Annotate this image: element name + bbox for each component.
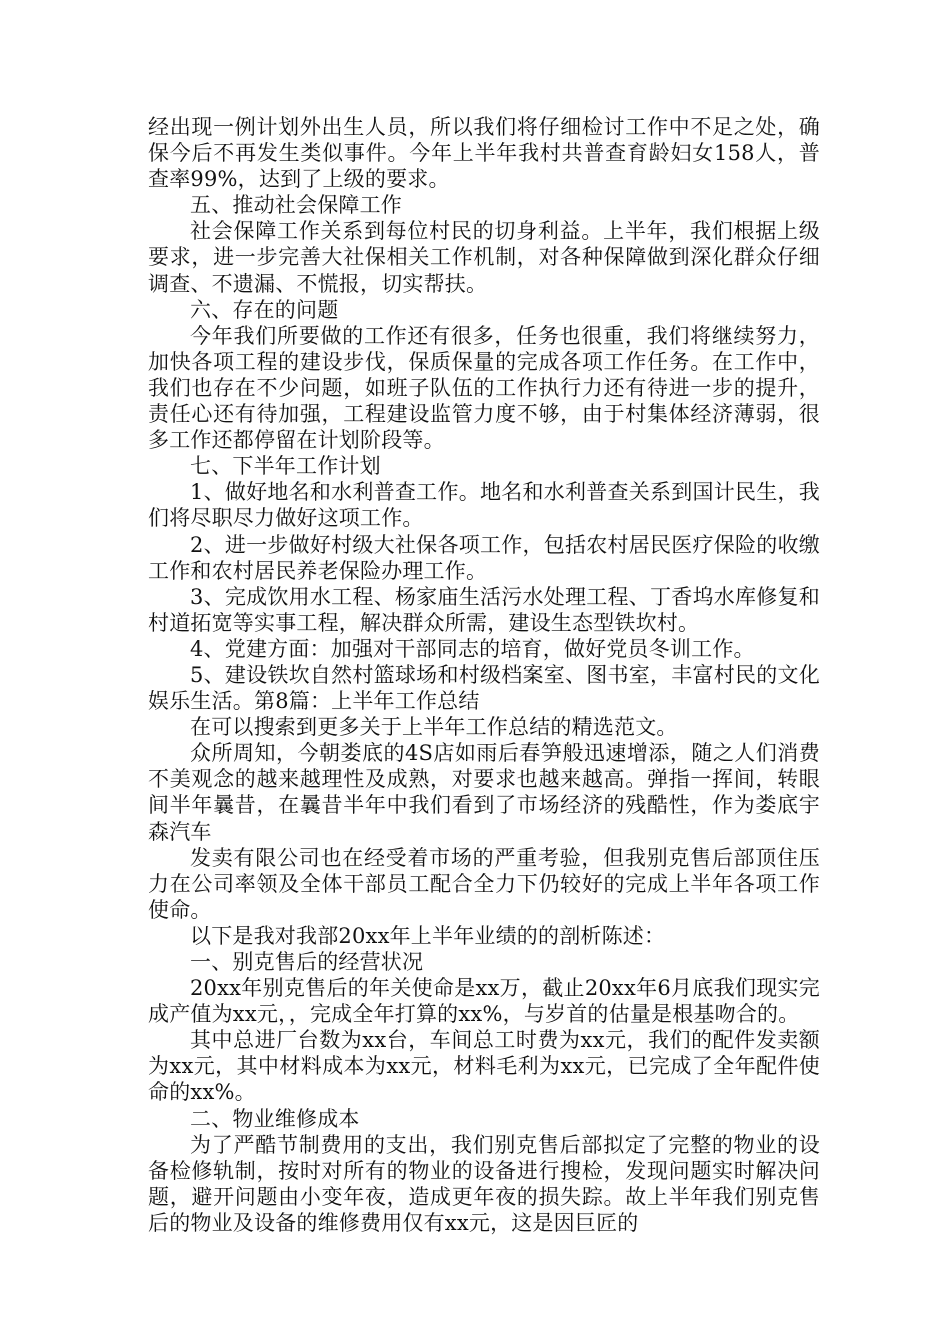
plan-item-3: 3、完成饮用水工程、杨家庙生活污水处理工程、丁香坞水库修复和村道拓宽等实事工程，解决群众所需，建设生态型铁坎村。 xyxy=(148,584,820,635)
paragraph-problems: 今年我们所要做的工作还有很多，任务也很重，我们将继续努力，加快各项工程的建设步伐，保质保量的完成各项工作任务。在工作中，我们也存在不少问题，如班子队伍的工作执行力还有待进一步的提升，责任心还有待加强，工程建设监管力度不够，由于村集体经济薄弱，很多工作还都停留在计划阶段等。 xyxy=(148,323,820,453)
paragraph-social-security: 社会保障工作关系到每位村民的切身利益。上半年，我们根据上级要求，进一步完善大社保相关工作机制，对各种保障做到深化群众仔细调查、不遗漏、不慌报，切实帮扶。 xyxy=(148,219,820,296)
plan-item-2: 2、进一步做好村级大社保各项工作，包括农村居民医疗保险的收缴工作和农村居民养老保险办理工作。 xyxy=(148,532,820,583)
paragraph-company: 发卖有限公司也在经受着市场的严重考验，但我别克售后部顶住压力在公司率领及全体干部员工配合全力下仍较好的完成上半年各项工作使命。 xyxy=(148,845,820,922)
paragraph-parts-sales: 其中总进厂台数为xx台，车间总工时费为xx元，我们的配件发卖额为xx元，其中材料成本为xx元，材料毛利为xx元，已完成了全年配件使命的xx%。 xyxy=(148,1028,820,1105)
plan-item-4: 4、党建方面：加强对干部同志的培育，做好党员冬训工作。 xyxy=(190,636,755,661)
paragraph-search-note: 在可以搜索到更多关于上半年工作总结的精选范文。 xyxy=(190,715,678,740)
paragraph-continuation: 经出现一例计划外出生人员，所以我们将仔细检讨工作中不足之处，确保今后不再发生类似事件。今年上半年我村共普查育龄妇女158人，普查率99%，达到了上级的要求。 xyxy=(148,115,820,192)
paragraph-annual-target: 20xx年别克售后的年关使命是xx万，截止20xx年6月底我们现实完成产值为xx元，，完成全年打算的xx%，与岁首的估量是根基吻合的。 xyxy=(148,976,820,1027)
paragraph-analysis-intro: 以下是我对我部20xx年上半年业绩的的剖析陈述： xyxy=(190,923,666,948)
section-heading-plan: 七、下半年工作计划 xyxy=(190,454,381,479)
section-heading-social-security: 五、推动社会保障工作 xyxy=(190,193,402,218)
document-body xyxy=(148,114,820,1236)
plan-item-1: 1、做好地名和水利普查工作。地名和水利普查关系到国计民生，我们将尽职尽力做好这项工作。 xyxy=(148,480,820,531)
paragraph-intro: 众所周知，今朝娄底的4S店如雨后春笋般迅速增添，随之人们消费不美观念的越来越理性及成熟，对要求也越来越高。弹指一挥间，转眼间半年曩昔，在曩昔半年中我们看到了市场经济的残酷性，作为娄底宇森汽车 xyxy=(148,741,820,844)
paragraph-maintenance: 为了严酷节制费用的支出，我们别克售后部拟定了完整的物业的设备检修轨制，按时对所有的物业的设备进行搜检，发现问题实时解决问题，避开问题由小变年夜，造成更年夜的损失踪。故上半年我们别克售后的物业及设备的维修费用仅有xx元，这是因巨匠的 xyxy=(148,1132,820,1235)
plan-item-5: 5、建设铁坎自然村篮球场和村级档案室、图书室，丰富村民的文化娱乐生活。第8篇：上半年工作总结 xyxy=(148,662,820,714)
section-heading-operations: 一、别克售后的经营状况 xyxy=(190,950,424,974)
section-heading-maintenance-cost: 二、物业维修成本 xyxy=(190,1106,360,1131)
section-heading-problems: 六、存在的问题 xyxy=(190,297,339,322)
